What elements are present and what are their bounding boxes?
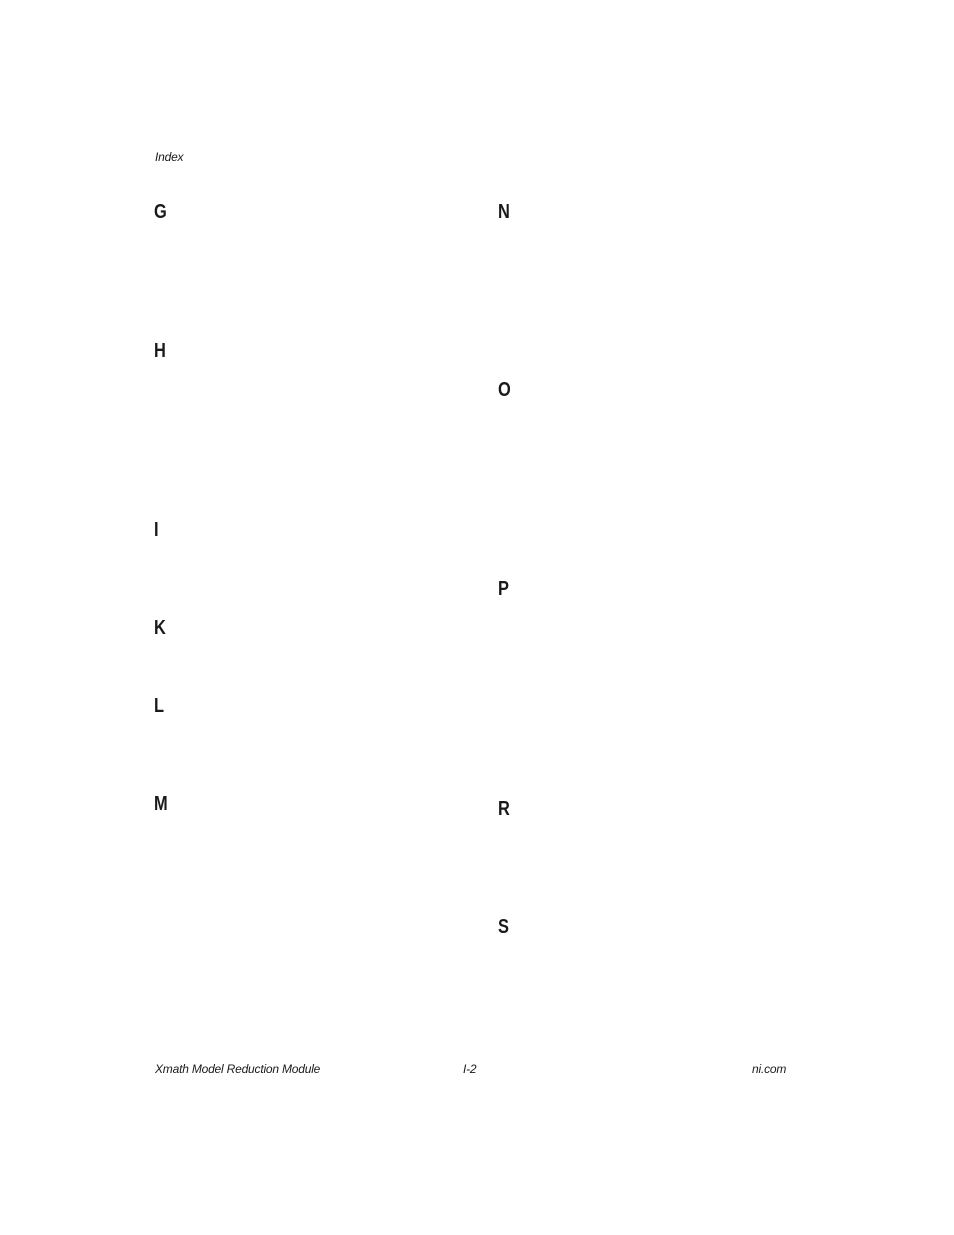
footer-book-title: Xmath Model Reduction Module bbox=[155, 1062, 321, 1076]
index-section-o: O bbox=[498, 379, 511, 401]
index-section-k: K bbox=[154, 617, 166, 639]
index-section-n: N bbox=[498, 201, 510, 223]
index-section-h: H bbox=[154, 340, 166, 362]
footer-website-link[interactable]: ni.com bbox=[752, 1062, 787, 1076]
index-section-g: G bbox=[154, 201, 167, 223]
running-header-title: Index bbox=[155, 150, 184, 164]
index-section-i: I bbox=[154, 519, 159, 541]
index-section-s: S bbox=[498, 916, 509, 938]
footer-page-number: I-2 bbox=[463, 1062, 477, 1076]
index-section-m: M bbox=[154, 793, 168, 815]
index-section-r: R bbox=[498, 798, 510, 820]
index-section-l: L bbox=[154, 695, 165, 717]
index-section-p: P bbox=[498, 578, 509, 600]
